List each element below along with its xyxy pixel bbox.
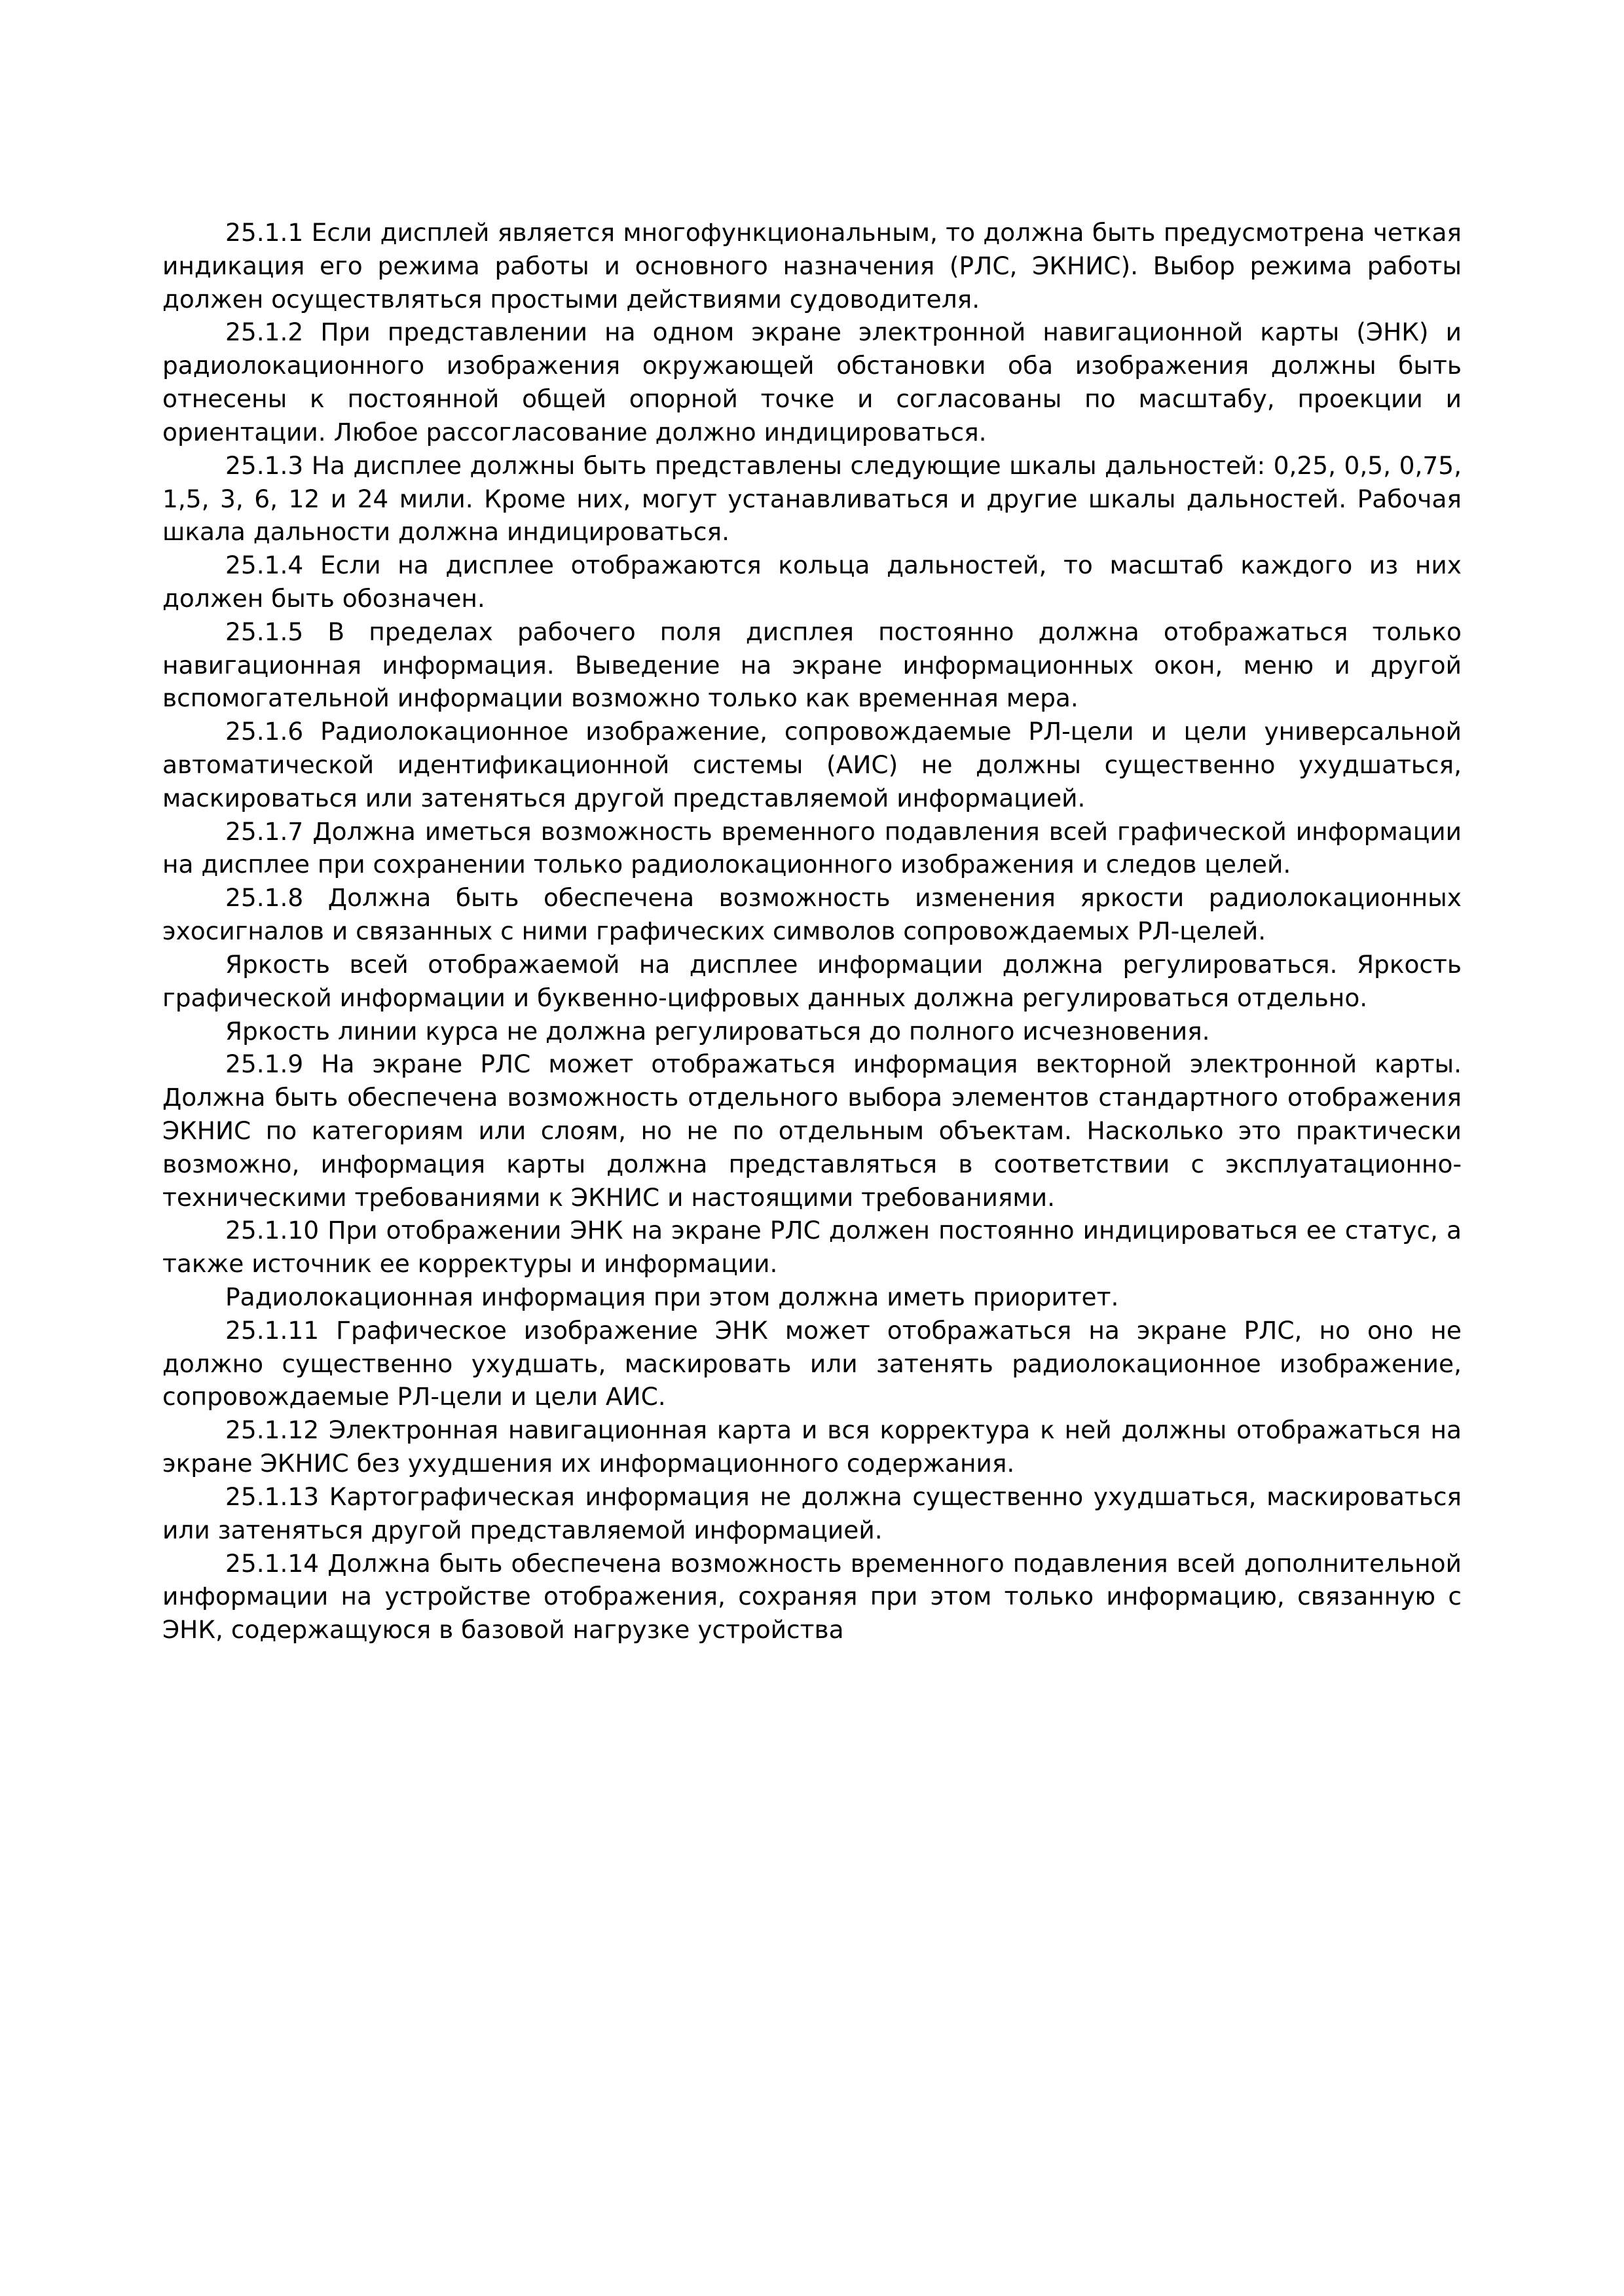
paragraph-25-1-12: 25.1.12 Электронная навигационная карта и вся корректура к ней должны отображаться на экране ЭКНИС без ухудшения их информационного содержания. xyxy=(162,1415,1469,1478)
paragraph-25-1-9: 25.1.9 На экране РЛС может отображаться информация векторной электронной карты. Должна быть обеспечена возможность отдельного выбора элементов стандартного отображения ЭКНИС по категориям или слоям, но не по отдельным объектам. Насколько это практически возможно, информация карты должна представляться в соответствии с эксплуатационно-техническими требованиями к ЭКНИС и настоящими требованиями. xyxy=(162,1049,1469,1212)
paragraph-25-1-8: 25.1.8 Должна быть обеспечена возможность изменения яркости радиолокационных эхосигналов и связанных с ними графических символов сопровождаемых РЛ-целей. xyxy=(162,883,1469,946)
paragraph-25-1-6: 25.1.6 Радиолокационное изображение, сопровождаемые РЛ-цели и цели универсальной автоматической идентификационной системы (АИС) не должны существенно ухудшаться, маскироваться или затеняться другой представляемой информацией. xyxy=(162,717,1469,812)
paragraph-25-1-14: 25.1.14 Должна быть обеспечена возможность временного подавления всей дополнительной информации на устройстве отображения, сохраняя при этом только информацию, связанную с ЭНК, содержащуюся в базовой нагрузке устройства xyxy=(162,1548,1469,1645)
paragraph-brightness-regulation: Яркость всей отображаемой на дисплее информации должна регулироваться. Яркость графической информации и буквенно-цифровых данных должна регулироваться отдельно. xyxy=(162,949,1469,1012)
paragraph-25-1-10: 25.1.10 При отображении ЭНК на экране РЛС должен постоянно индицироваться ее статус, а также источник ее корректуры и информации. xyxy=(162,1216,1469,1279)
paragraph-25-1-2: 25.1.2 При представлении на одном экране электронной навигационной карты (ЭНК) и радиолокационного изображения окружающей обстановки оба изображения должны быть отнесены к постоянной общей опорной точке и согласованы по масштабу, проекции и ориентации. Любое рассогласование должно индицироваться. xyxy=(162,318,1469,446)
paragraph-25-1-3: 25.1.3 На дисплее должны быть представлены следующие шкалы дальностей: 0,25, 0,5, 0,75, 1,5, 3, 6, 12 и 24 мили. Кроме них, могут устанавливаться и другие шкалы дальностей. Рабочая шкала дальности должна индицироваться. xyxy=(162,450,1469,547)
document-text-body xyxy=(162,216,1469,1647)
paragraph-radar-priority: Радиолокационная информация при этом должна иметь приоритет. xyxy=(225,1283,1119,1311)
paragraph-25-1-5: 25.1.5 В пределах рабочего поля дисплея постоянно должна отображаться только навигационная информация. Выведение на экране информационных окон, меню и другой вспомогательной информации возможно только как временная мера. xyxy=(162,617,1469,713)
paragraph-25-1-4: 25.1.4 Если на дисплее отображаются кольца дальностей, то масштаб каждого из них должен быть обозначен. xyxy=(162,551,1469,613)
paragraph-25-1-11: 25.1.11 Графическое изображение ЭНК может отображаться на экране РЛС, но оно не должно существенно ухудшать, маскировать или затенять радиолокационное изображение, сопровождаемые РЛ-цели и цели АИС. xyxy=(162,1315,1469,1412)
paragraph-25-1-1: 25.1.1 Если дисплей является многофункциональным, то должна быть предусмотрена четкая индикация его режима работы и основного назначения (РЛС, ЭКНИС). Выбор режима работы должен осуществляться простыми действиями судоводителя. xyxy=(162,218,1469,314)
paragraph-25-1-13: 25.1.13 Картографическая информация не должна существенно ухудшаться, маскироваться или затеняться другой представляемой информацией. xyxy=(162,1482,1469,1544)
paragraph-25-1-7: 25.1.7 Должна иметься возможность временного подавления всей графической информации на дисплее при сохранении только радиолокационного изображения и следов целей. xyxy=(162,816,1469,879)
paragraph-heading-line-brightness: Яркость линии курса не должна регулироваться до полного исчезновения. xyxy=(225,1016,1210,1046)
